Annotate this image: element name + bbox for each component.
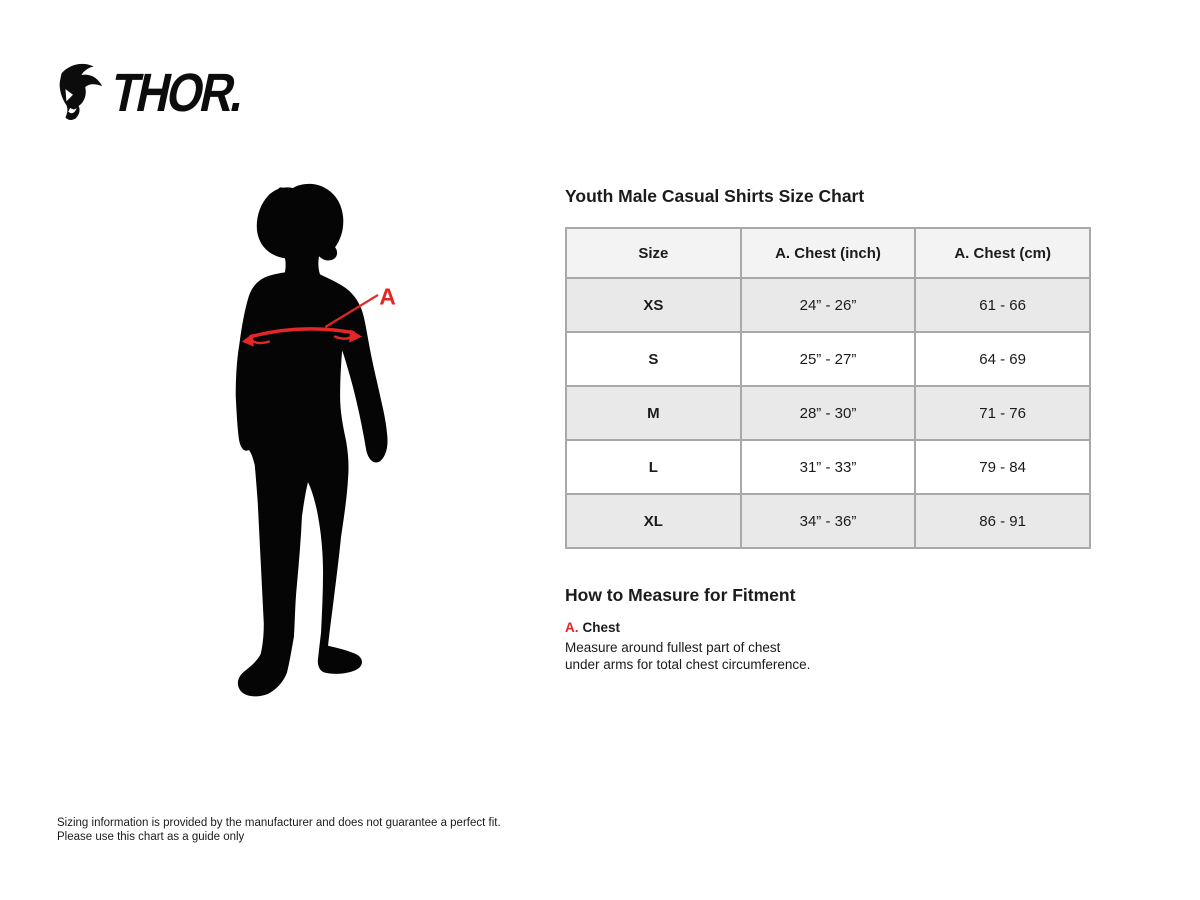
table-row-m (566, 386, 1090, 440)
chest-cm-cell: 64 - 69 (915, 332, 1090, 386)
chest-cm-cell: 71 - 76 (915, 386, 1090, 440)
disclaimer (57, 817, 501, 844)
column-header-size: Size (566, 228, 741, 278)
measure-item-chest (565, 620, 1092, 636)
size-cell: S (566, 332, 741, 386)
chest-measure-label: A (379, 283, 396, 310)
column-header-chest-cm: A. Chest (cm) (915, 228, 1090, 278)
size-chart-section (565, 186, 1092, 673)
size-chart-title: Youth Male Casual Shirts Size Chart (565, 186, 865, 206)
chest-inch-cell: 25” - 27” (741, 332, 916, 386)
disclaimer-line-2: Please use this chart as a guide only (57, 830, 245, 843)
measure-item-description: Measure around fullest part of chest under arms for total chest circumference. (565, 640, 811, 672)
thor-helmet-icon (57, 60, 104, 122)
table-row-l (566, 440, 1090, 494)
size-cell: M (566, 386, 741, 440)
size-chart-table (565, 227, 1091, 549)
brand-wordmark: THOR. (105, 63, 249, 123)
child-silhouette-figure (228, 183, 400, 705)
chest-cm-cell: 61 - 66 (915, 278, 1090, 332)
table-row-s (566, 332, 1090, 386)
chest-cm-cell: 79 - 84 (915, 440, 1090, 494)
size-cell: XL (566, 494, 741, 548)
table-row-xl (566, 494, 1090, 548)
chest-inch-cell: 28” - 30” (741, 386, 916, 440)
chest-cm-cell: 86 - 91 (915, 494, 1090, 548)
measure-item-name: Chest (582, 620, 621, 635)
chest-inch-cell: 34” - 36” (741, 494, 916, 548)
measure-item-key: A. (565, 620, 579, 635)
header-row (566, 228, 1090, 278)
chest-inch-cell: 24” - 26” (741, 278, 916, 332)
size-cell: L (566, 440, 741, 494)
disclaimer-line-1: Sizing information is provided by the manufacturer and does not guarantee a perfect fit. (57, 817, 501, 829)
size-cell: XS (566, 278, 741, 332)
column-header-chest-inch: A. Chest (inch) (741, 228, 916, 278)
child-silhouette (236, 184, 388, 696)
table-row-xs (566, 278, 1090, 332)
measure-guide-heading: How to Measure for Fitment (565, 585, 796, 605)
chest-inch-cell: 31” - 33” (741, 440, 916, 494)
brand-logo (57, 60, 259, 122)
